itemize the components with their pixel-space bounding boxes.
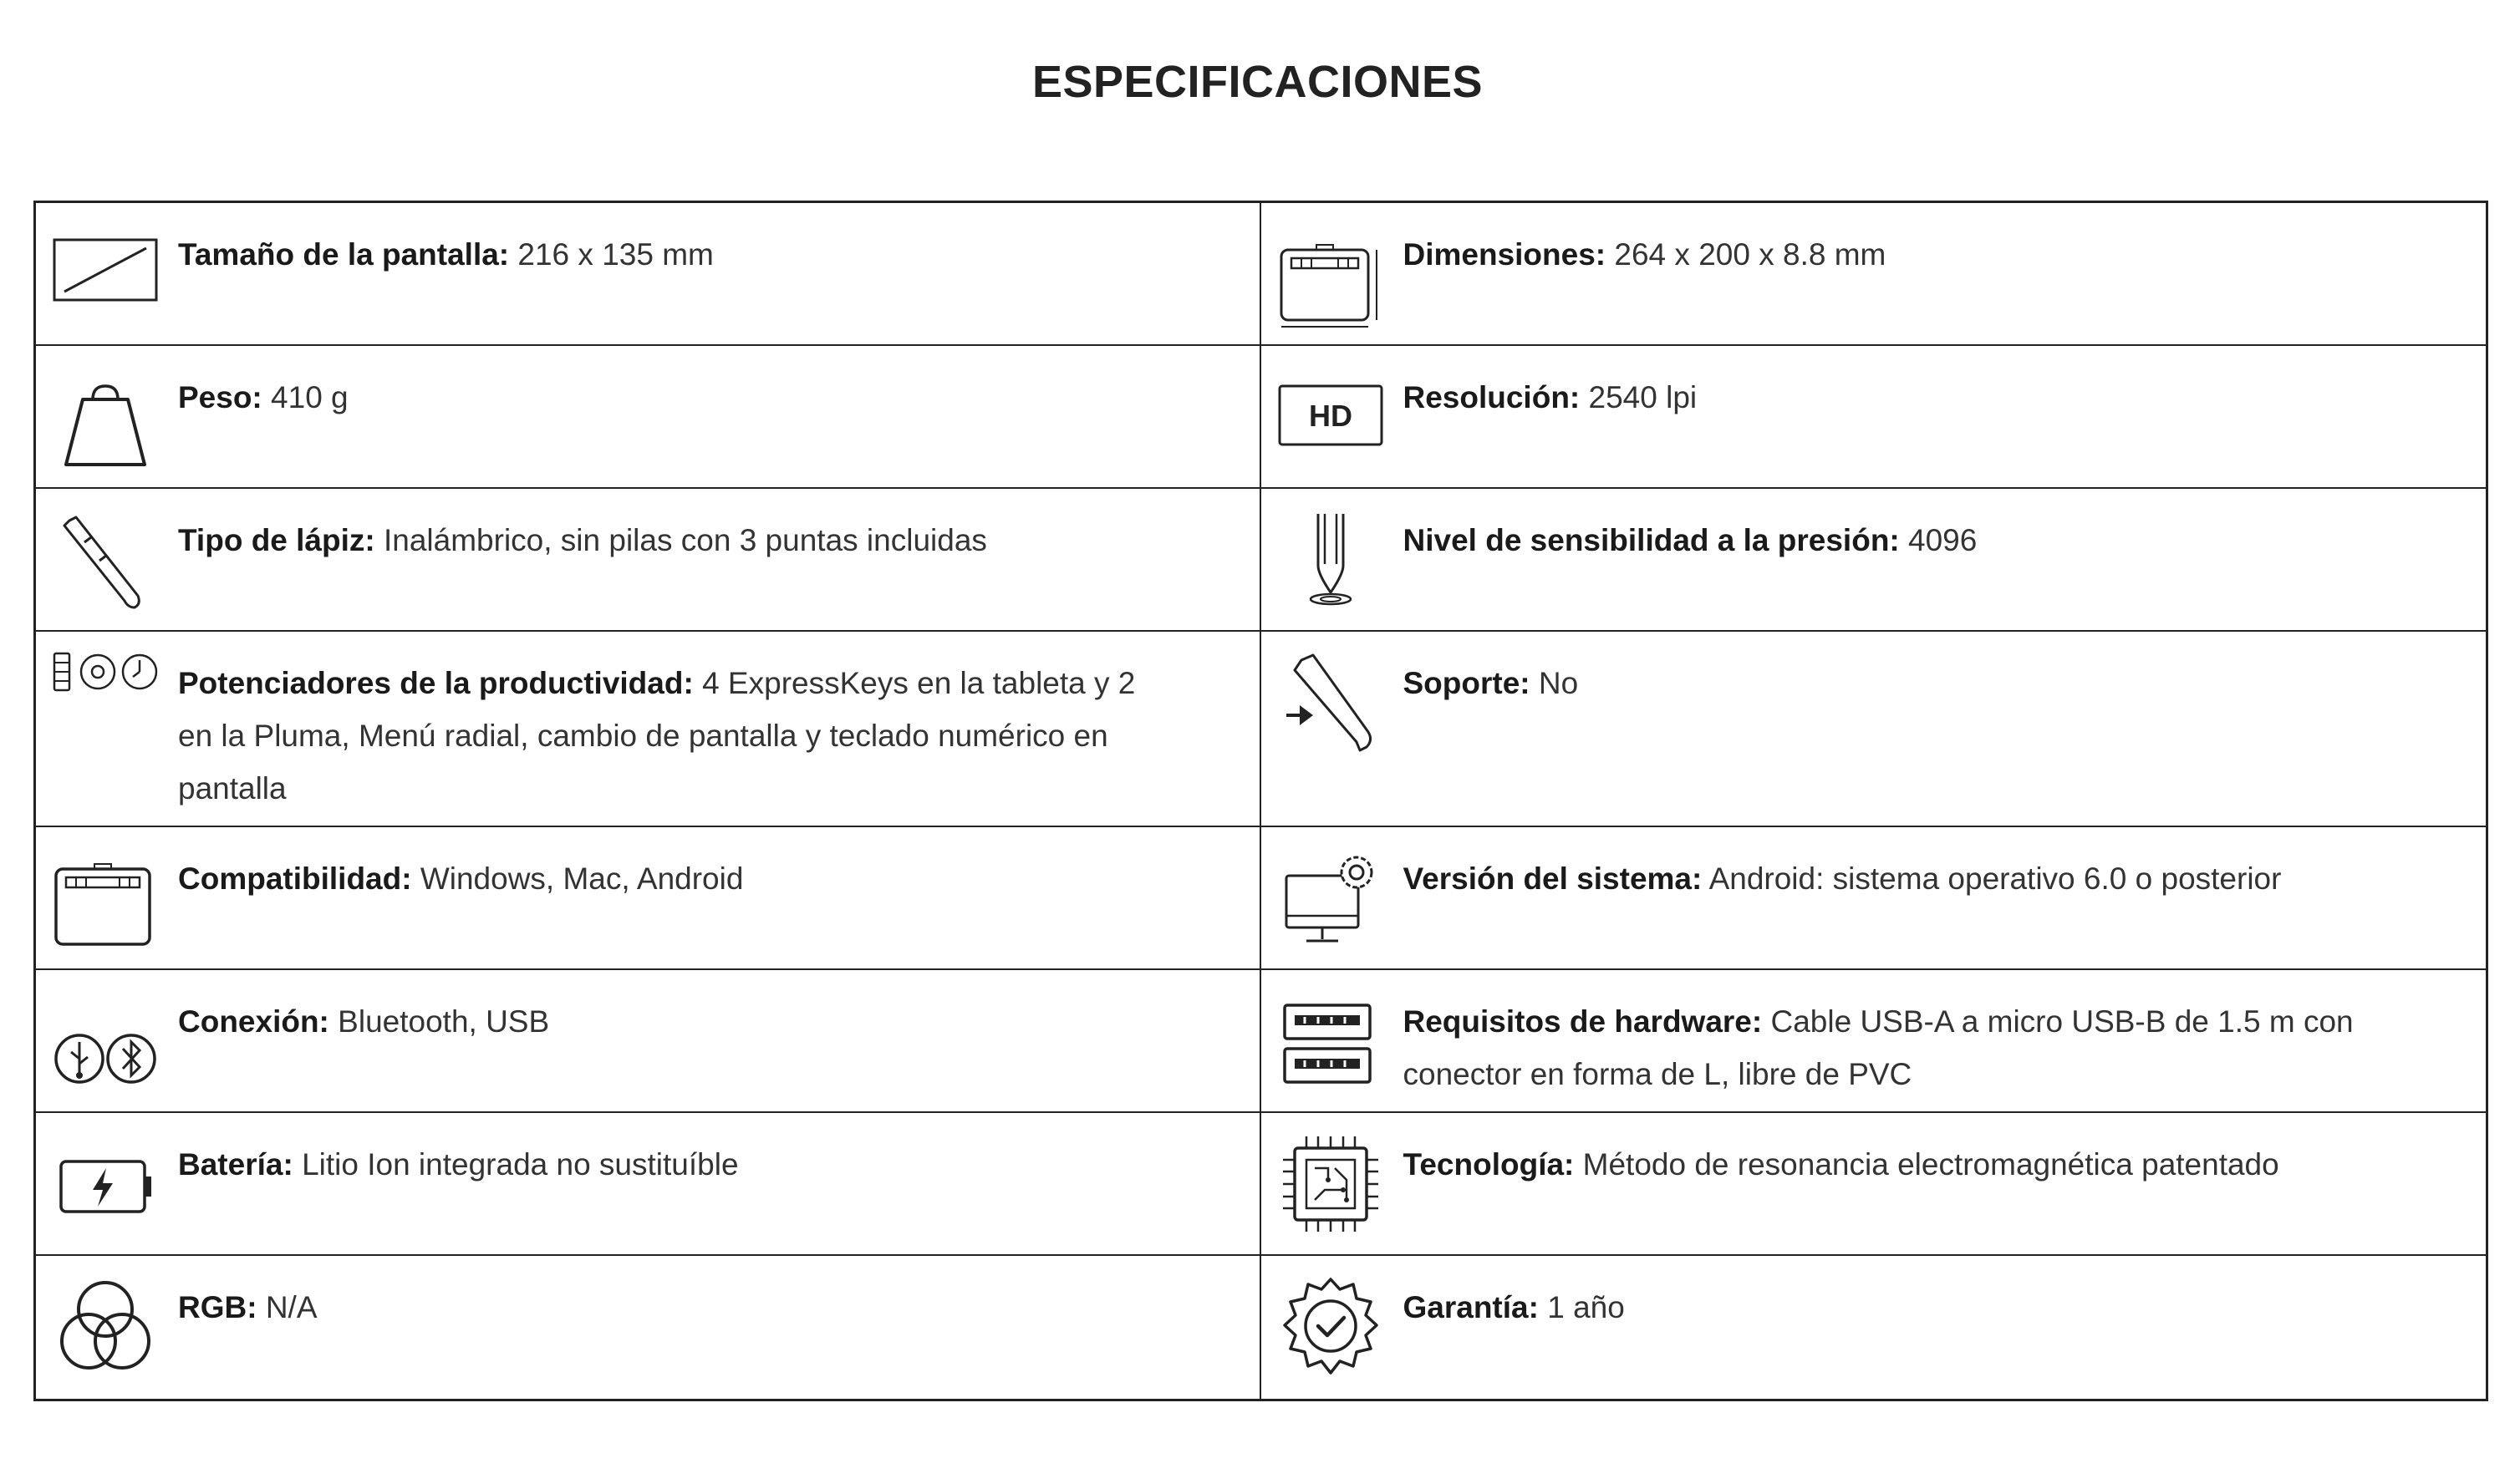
tablet-icon: [51, 844, 160, 953]
spec-row: [36, 827, 2486, 970]
spec-value: Inalámbrico, sin pilas con 3 puntas incluidas: [384, 523, 987, 557]
spec-row: [36, 1113, 2486, 1256]
system-version-icon: [1276, 844, 1385, 953]
spec-cell-dimensions: [1261, 203, 2487, 344]
spec-cell-pen-type: [36, 489, 1261, 630]
spec-label: Potenciadores de la productividad:: [178, 666, 694, 700]
spec-label: Conexión:: [178, 1004, 329, 1039]
dimensions-icon: [1276, 220, 1385, 328]
spec-value: Litio Ion integrada no sustituíble: [302, 1147, 739, 1182]
pressure-icon: [1276, 506, 1385, 614]
spec-label: Resolución:: [1403, 380, 1581, 414]
spec-value: Bluetooth, USB: [338, 1004, 550, 1039]
hd-resolution-icon: [1276, 363, 1385, 471]
spec-cell-pressure: [1261, 489, 2487, 630]
spec-row: [36, 1256, 2486, 1399]
spec-label: Compatibilidad:: [178, 861, 412, 896]
spec-row: [36, 489, 2486, 632]
weight-icon: [51, 363, 160, 471]
pen-icon: [51, 506, 160, 614]
spec-value: 1 año: [1547, 1290, 1625, 1324]
spec-label: Tecnología:: [1403, 1147, 1575, 1182]
spec-row: [36, 346, 2486, 489]
pen-stand-icon: [1276, 648, 1385, 757]
spec-value: Método de resonancia electromagnética patentado: [1582, 1147, 2279, 1182]
spec-value: 410 g: [271, 380, 349, 414]
productivity-icon: [51, 648, 160, 757]
spec-cell-connection: [36, 970, 1261, 1111]
spec-label: Soporte:: [1403, 666, 1530, 700]
spec-value: N/A: [265, 1290, 318, 1324]
spec-label: Nivel de sensibilidad a la presión:: [1403, 523, 1900, 557]
spec-cell-productivity: [36, 632, 1261, 826]
spec-row: [36, 203, 2486, 346]
spec-cell-stand: [1261, 632, 2487, 826]
spec-value: Windows, Mac, Android: [420, 861, 744, 896]
spec-table: [33, 201, 2488, 1401]
spec-value: 4 ExpressKeys en la tableta y 2 en la Pluma, Menú radial, cambio de pantalla y teclado numérico en pantalla: [178, 666, 1136, 806]
warranty-icon: [1276, 1273, 1385, 1381]
spec-row: [36, 632, 2486, 827]
spec-cell-rgb: [36, 1256, 1261, 1399]
page-title: ESPECIFICACIONES: [1031, 57, 1484, 107]
battery-icon: [51, 1130, 160, 1238]
spec-value: Android: sistema operativo 6.0 o posterior: [1708, 861, 2282, 896]
spec-cell-compatibility: [36, 827, 1261, 968]
usb-bluetooth-icon: [51, 987, 160, 1095]
spec-cell-system-version: [1261, 827, 2487, 968]
usb-ports-icon: [1276, 987, 1385, 1095]
spec-cell-warranty: [1261, 1256, 2487, 1399]
spec-cell-weight: [36, 346, 1261, 487]
screen-size-icon: [51, 220, 160, 328]
spec-label: Garantía:: [1403, 1290, 1539, 1324]
spec-cell-technology: [1261, 1113, 2487, 1254]
spec-value: 216 x 135 mm: [517, 237, 714, 272]
spec-value: 4096: [1908, 523, 1978, 557]
hd-label: HD: [1308, 399, 1352, 433]
spec-label: Tamaño de la pantalla:: [178, 237, 510, 272]
spec-cell-hardware: [1261, 970, 2487, 1111]
rgb-icon: [51, 1273, 160, 1381]
spec-cell-battery: [36, 1113, 1261, 1254]
spec-value: Cable USB-A a micro USB-B de 1.5 m con conector en forma de L, libre de PVC: [1403, 1004, 2354, 1091]
chip-icon: [1276, 1130, 1385, 1238]
spec-label: Batería:: [178, 1147, 293, 1182]
spec-label: Tipo de lápiz:: [178, 523, 375, 557]
spec-cell-resolution: [1261, 346, 2487, 487]
spec-label: Requisitos de hardware:: [1403, 1004, 1763, 1039]
spec-label: Peso:: [178, 380, 262, 414]
spec-label: RGB:: [178, 1290, 257, 1324]
spec-value: 264 x 200 x 8.8 mm: [1614, 237, 1886, 272]
spec-label: Dimensiones:: [1403, 237, 1606, 272]
spec-value: No: [1538, 666, 1579, 700]
spec-value: 2540 lpi: [1588, 380, 1698, 414]
spec-row: [36, 970, 2486, 1113]
spec-cell-screen-size: [36, 203, 1261, 344]
spec-label: Versión del sistema:: [1403, 861, 1703, 896]
